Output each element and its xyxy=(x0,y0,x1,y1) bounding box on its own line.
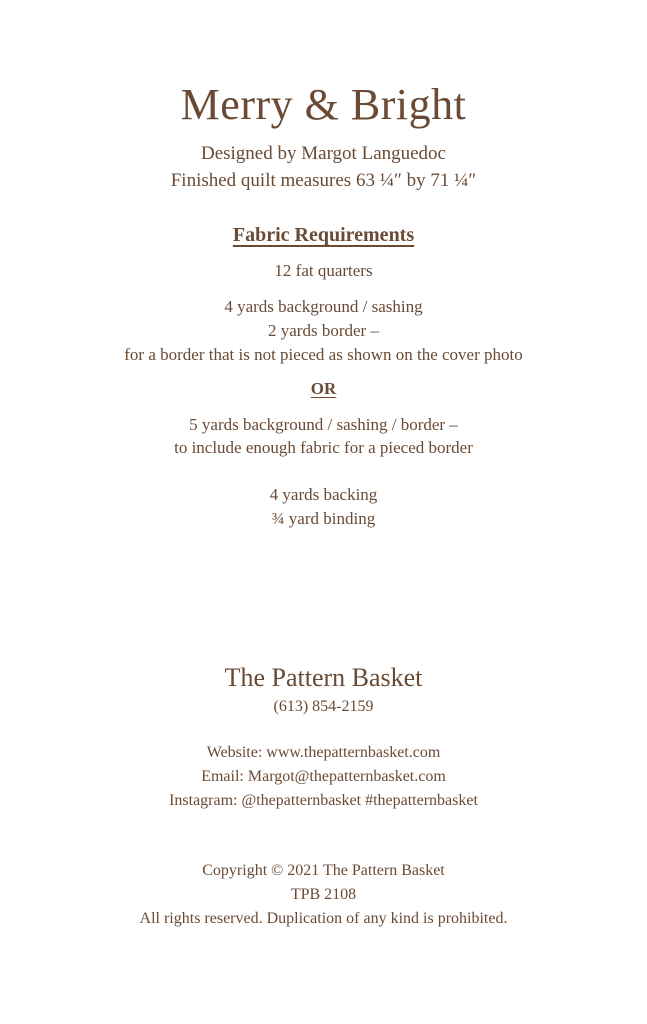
backing-line: 4 yards backing xyxy=(269,485,378,504)
company-name: The Pattern Basket xyxy=(224,663,423,692)
phone-number: (613) 854-2159 xyxy=(273,698,374,715)
option1-note-line: for a border that is not pieced as shown on the cover photo xyxy=(124,345,523,364)
website-line: Website: www.thepatternbasket.com xyxy=(206,744,441,761)
rights-line: All rights reserved. Duplication of any kind is prohibited. xyxy=(139,910,508,927)
option1-background-line: 4 yards background / sashing xyxy=(224,297,423,316)
fat-quarters-line: 12 fat quarters xyxy=(274,261,373,280)
option2-note-line: to include enough fabric for a pieced border xyxy=(174,438,473,457)
designer-credit: Designed by Margot Languedoc xyxy=(200,143,446,164)
binding-line: ¾ yard binding xyxy=(271,509,376,528)
email-line: Email: Margot@thepatternbasket.com xyxy=(201,768,446,785)
quilt-measurement: Finished quilt measures 63 ¼″ by 71 ¼″ xyxy=(170,170,477,191)
option1-border-line: 2 yards border – xyxy=(268,321,379,340)
copyright-line: Copyright © 2021 The Pattern Basket xyxy=(202,862,445,879)
option2-background-line: 5 yards background / sashing / border – xyxy=(189,415,458,434)
page-title: Merry & Bright xyxy=(180,80,467,129)
instagram-line: Instagram: @thepatternbasket #thepatternbasket xyxy=(169,792,478,809)
fabric-requirements-heading: Fabric Requirements xyxy=(232,224,415,246)
pattern-code: TPB 2108 xyxy=(290,886,357,903)
or-separator: OR xyxy=(310,379,337,398)
